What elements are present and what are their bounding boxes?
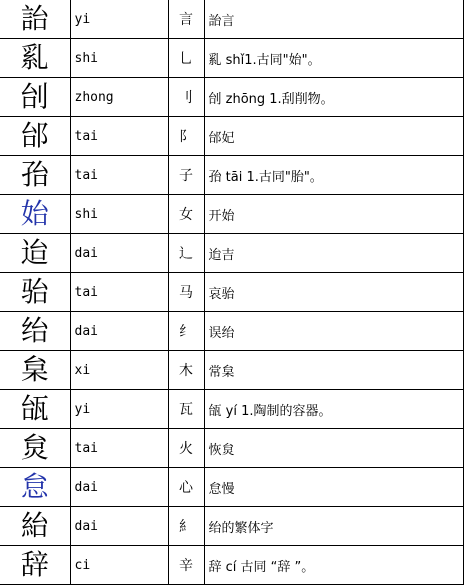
pinyin-cell: shi [70,195,168,234]
table-row [0,39,464,78]
table-row [0,312,464,351]
pinyin-cell: dai [70,312,168,351]
character-cell: 骀 [0,273,70,312]
character-cell: 詒 [0,0,70,39]
pinyin-cell: ci [70,546,168,585]
note-cell: 詒言 [204,0,464,39]
character-cell: 刣 [0,78,70,117]
table-row [0,507,464,546]
table-row [0,117,464,156]
character-cell: 孡 [0,156,70,195]
note-cell: 哀骀 [204,273,464,312]
radical-cell: 子 [168,156,204,195]
table-row [0,429,464,468]
pinyin-cell: tai [70,156,168,195]
table-row [0,468,464,507]
radical-cell: 瓦 [168,390,204,429]
radical-cell: 辶 [168,234,204,273]
table-row [0,195,464,234]
table-row [0,273,464,312]
pinyin-cell: yi [70,0,168,39]
table-row [0,546,464,585]
note-cell: 绐的繁体字 [204,507,464,546]
radical-cell: 刂 [168,78,204,117]
radical-cell: 纟 [168,312,204,351]
note-cell: 误绐 [204,312,464,351]
pinyin-cell: dai [70,507,168,546]
radical-cell: 火 [168,429,204,468]
table-row [0,156,464,195]
radical-cell: 糹 [168,507,204,546]
table-row [0,0,464,39]
note-cell: 怠慢 [204,468,464,507]
pinyin-cell: dai [70,468,168,507]
table-row [0,390,464,429]
character-cell: 瓵 [0,390,70,429]
pinyin-cell: zhong [70,78,168,117]
character-cell: 乿 [0,39,70,78]
radical-cell: 心 [168,468,204,507]
note-cell: 孡 tāi 1.古同"胎"。 [204,156,464,195]
character-cell: 怠 [0,468,70,507]
note-cell: 常枲 [204,351,464,390]
pinyin-cell: shi [70,39,168,78]
pinyin-cell: dai [70,234,168,273]
note-cell: 邰妃 [204,117,464,156]
pinyin-cell: yi [70,390,168,429]
note-cell: 恢炱 [204,429,464,468]
character-cell: 炱 [0,429,70,468]
character-cell: 始 [0,195,70,234]
note-cell: 辞 cí 古同 “辞 ”。 [204,546,464,585]
radical-cell: 马 [168,273,204,312]
pinyin-cell: xi [70,351,168,390]
radical-cell: 女 [168,195,204,234]
radical-cell: 乚 [168,39,204,78]
note-cell: 瓵 yí 1.陶制的容器。 [204,390,464,429]
table-row [0,234,464,273]
character-cell: 枲 [0,351,70,390]
pinyin-cell: tai [70,273,168,312]
note-cell: 开始 [204,195,464,234]
character-cell: 绐 [0,312,70,351]
radical-cell: 木 [168,351,204,390]
table-row [0,78,464,117]
radical-cell: 言 [168,0,204,39]
character-cell: 迨 [0,234,70,273]
pinyin-cell: tai [70,429,168,468]
note-cell: 迨吉 [204,234,464,273]
table-row [0,351,464,390]
character-cell: 辞 [0,546,70,585]
radical-cell: 阝 [168,117,204,156]
note-cell: 刣 zhōng 1.刮削物。 [204,78,464,117]
pinyin-cell: tai [70,117,168,156]
note-cell: 乿 shǐ1.古同"始"。 [204,39,464,78]
character-cell: 紿 [0,507,70,546]
character-cell: 邰 [0,117,70,156]
radical-cell: 辛 [168,546,204,585]
